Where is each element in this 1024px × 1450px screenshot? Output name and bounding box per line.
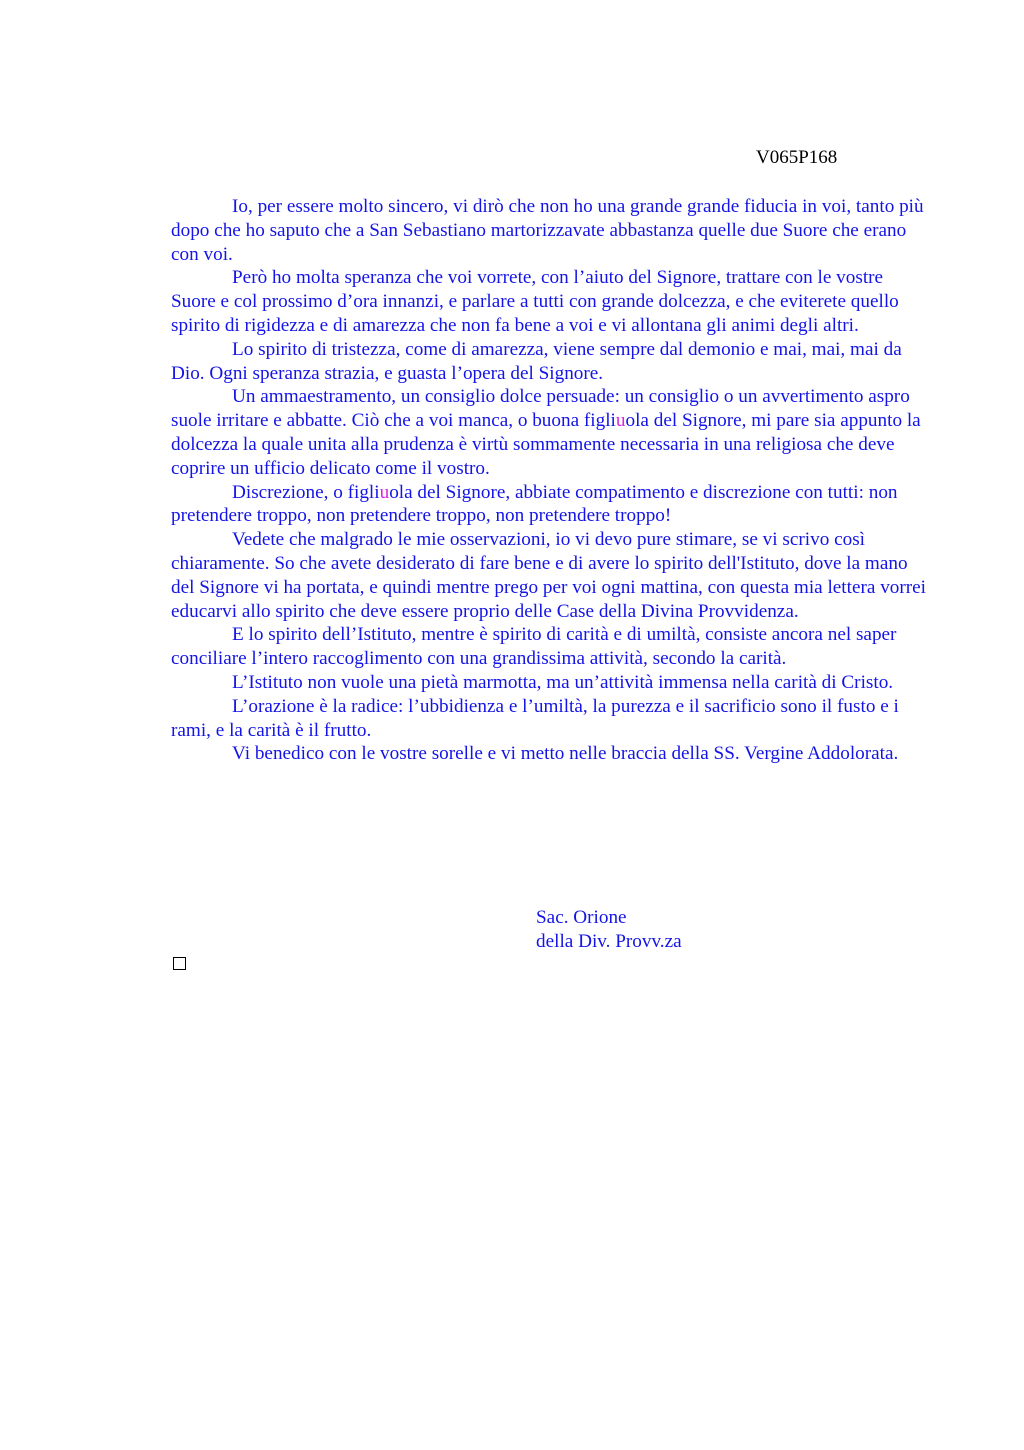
paragraph: L’Istituto non vuole una pietà marmotta, ma un’attività immensa nella carità di Cristo. bbox=[232, 671, 894, 693]
signature-title: della Div. Provv.za bbox=[536, 931, 682, 952]
page-reference: V065P168 bbox=[756, 147, 838, 168]
signature-block bbox=[536, 906, 682, 954]
paragraph: Vi benedico con le vostre sorelle e vi metto nelle braccia della SS. Vergine Addolorata. bbox=[232, 743, 899, 765]
paragraph: L’orazione è la radice: l’ubbidienza e l’umiltà, la purezza e il sacrificio sono il fusto e i rami, e la carità è il frutto. bbox=[171, 695, 899, 741]
highlighted-letter: u bbox=[615, 410, 626, 432]
highlighted-letter: u bbox=[379, 481, 390, 503]
paragraph: Però ho molta speranza che voi vorrete, con l’aiuto del Signore, trattare con le vostre Suore e col prossimo d’ora innanzi, e parlare a tutti con grande dolcezza, e che eviterete quello spirito di rigidezza e di amarezza che non fa bene a voi e vi allontana gli animi degli altri. bbox=[171, 267, 899, 336]
paragraph: Vedete che malgrado le mie osservazioni, io vi devo pure stimare, se vi scrivo così chiaramente. So che avete desiderato di fare bene e di avere lo spirito dell'Istituto, dove la mano del Signore vi ha portata, e quindi mentre prego per voi ogni mattina, con questa mia lettera vorrei educarvi allo spirito che deve essere proprio delle Case della Divina Provvidenza. bbox=[171, 529, 927, 622]
paragraph: E lo spirito dell’Istituto, mentre è spirito di carità e di umiltà, consiste ancora nel saper conciliare l’intero raccoglimento con una grandissima attività, secondo la carità. bbox=[171, 624, 897, 670]
end-of-text-square-icon bbox=[173, 957, 186, 970]
paragraph: Un ammaestramento, un consiglio dolce persuade: un consiglio o un avvertimento aspro suole irritare e abbatte. Ciò che a voi manca, o buona figliuola del Signore, mi pare sia appunto la dolcezza la quale unita alla prudenza è virtù sommamente necessaria in una religiosa che deve coprire un ufficio delicato come il vostro. bbox=[171, 386, 921, 479]
paragraph: Io, per essere molto sincero, vi dirò che non ho una grande grande fiducia in voi, tanto più dopo che ho saputo che a San Sebastiano martorizzavate abbastanza quelle due Suore che erano con voi. bbox=[171, 196, 924, 265]
signature-name: Sac. Orione bbox=[536, 907, 627, 928]
paragraph: Discrezione, o figliuola del Signore, abbiate compatimento e discrezione con tutti: non pretendere troppo, non pretendere troppo, non pretendere troppo! bbox=[171, 481, 898, 527]
letter-body bbox=[171, 195, 929, 766]
paragraph: Lo spirito di tristezza, come di amarezza, viene sempre dal demonio e mai, mai, mai da Dio. Ogni speranza strazia, e guasta l’opera del Signore. bbox=[171, 338, 902, 384]
